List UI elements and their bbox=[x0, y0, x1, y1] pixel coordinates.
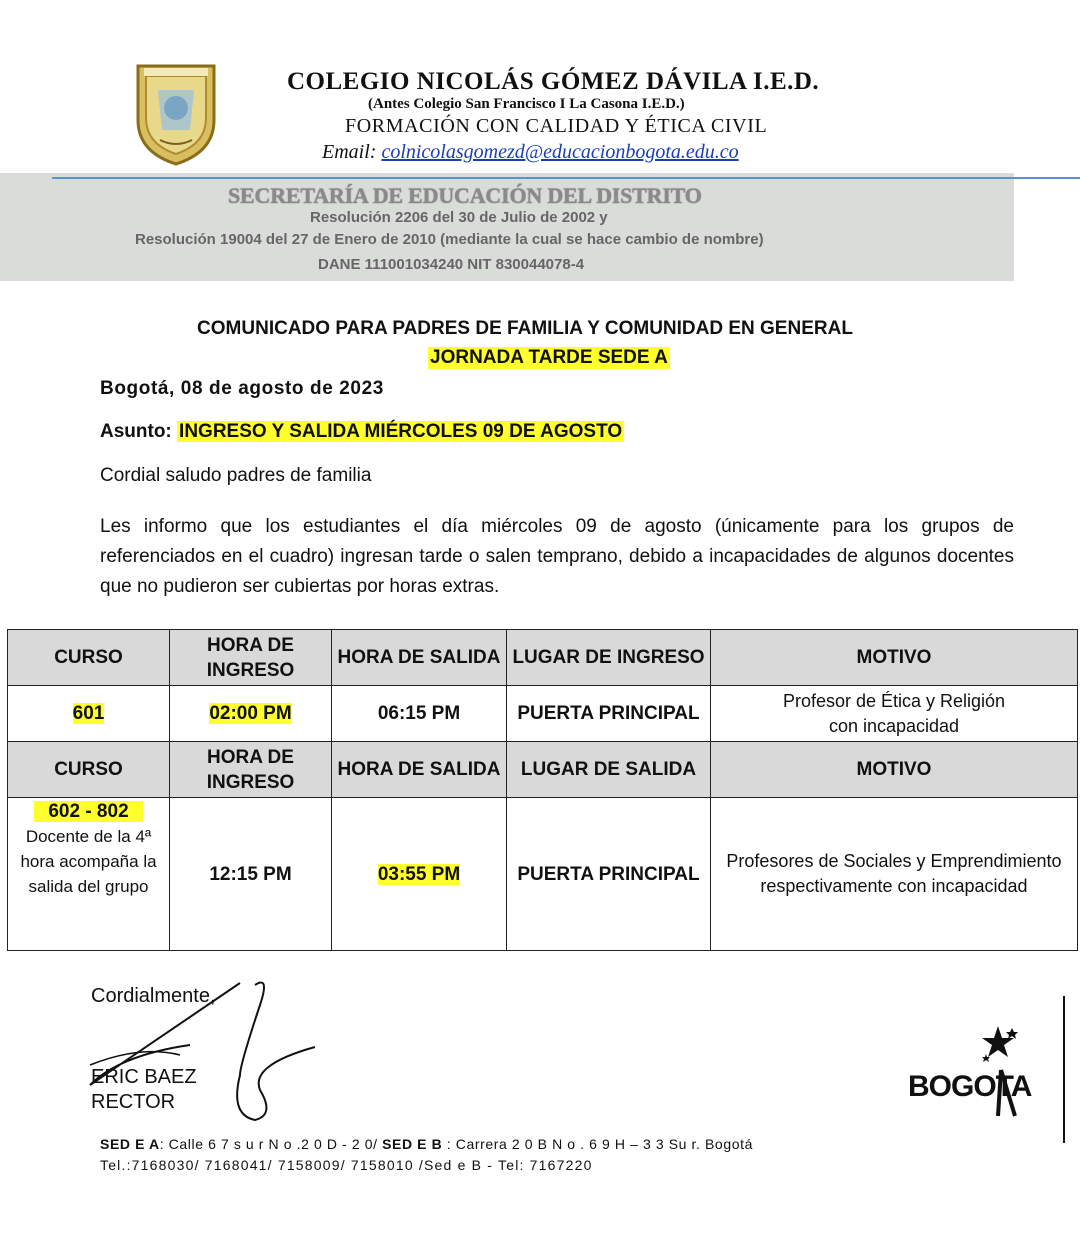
body-paragraph: Les informo que los estudiantes el día miércoles 09 de agosto (únicamente para los grupos de referenciados en el cuadro) ingresan tarde o salen temprano, debido a incapacidades de algunos docentes que no pudieron ser cubiertas por horas extras. bbox=[100, 516, 1014, 597]
header-cell: HORA DE SALIDA bbox=[332, 630, 507, 686]
sede-b-label: SED E B bbox=[382, 1136, 443, 1152]
closing: Cordialmente, bbox=[91, 985, 216, 1007]
header-cell: MOTIVO bbox=[711, 630, 1078, 686]
footer-address bbox=[100, 1136, 753, 1152]
resolution-1: Resolución 2206 del 30 de Julio de 2002 y bbox=[310, 209, 608, 226]
communique-title: COMUNICADO PARA PADRES DE FAMILIA Y COMUNIDAD EN GENERAL bbox=[197, 318, 853, 339]
greeting: Cordial saludo padres de familia bbox=[100, 465, 372, 486]
place-cell: PUERTA PRINCIPAL bbox=[507, 798, 711, 951]
rector-role: RECTOR bbox=[91, 1091, 176, 1113]
subject-line bbox=[100, 421, 624, 443]
table-row bbox=[8, 686, 1078, 742]
subject-text: INGRESO Y SALIDA MIÉRCOLES 09 DE AGOSTO bbox=[179, 421, 623, 442]
header-cell: LUGAR DE INGRESO bbox=[507, 630, 711, 686]
header-cell: LUGAR DE SALIDA bbox=[507, 742, 711, 798]
header-cell: CURSO bbox=[8, 630, 170, 686]
resolution-2: Resolución 19004 del 27 de Enero de 2010 (mediante la cual se hace cambio de nombre) bbox=[135, 231, 764, 248]
bogota-wordmark: BOGOTA bbox=[908, 1070, 1032, 1103]
course-cell bbox=[8, 798, 170, 951]
jornada-label: JORNADA TARDE SEDE A bbox=[430, 347, 668, 368]
table-header-row bbox=[8, 742, 1078, 798]
sede-a-label: SED E A bbox=[100, 1136, 160, 1152]
header-cell: HORA DE SALIDA bbox=[332, 742, 507, 798]
email-line bbox=[322, 141, 739, 164]
entry-time-cell bbox=[170, 686, 332, 742]
course-note: Docente de la 4ª hora acompaña la salida del grupo bbox=[20, 827, 157, 896]
email-label: Email: bbox=[322, 141, 377, 163]
bogota-logo bbox=[900, 1018, 1030, 1118]
handwritten-signature-icon bbox=[80, 975, 330, 1125]
school-name: COLEGIO NICOLÁS GÓMEZ DÁVILA I.E.D. bbox=[287, 68, 820, 95]
rector-name: ERIC BAEZ bbox=[91, 1066, 197, 1088]
reason-cell: Profesor de Ética y Religión con incapacidad bbox=[711, 686, 1078, 742]
place-cell: PUERTA PRINCIPAL bbox=[507, 686, 711, 742]
school-crest-icon bbox=[130, 60, 222, 168]
subject-label: Asunto: bbox=[100, 421, 172, 442]
course-value: 602 - 802 bbox=[34, 801, 142, 822]
sede-b-address: : Carrera 2 0 B N o . 6 9 H – 3 3 Su r. Bogotá bbox=[442, 1136, 753, 1152]
letter-date: Bogotá, 08 de agosto de 2023 bbox=[100, 378, 384, 399]
exit-time-cell bbox=[332, 798, 507, 951]
exit-time-value: 03:55 PM bbox=[377, 863, 461, 885]
course-value: 601 bbox=[72, 703, 105, 724]
header-divider bbox=[52, 177, 1080, 179]
exit-time-cell: 06:15 PM bbox=[332, 686, 507, 742]
header-cell: MOTIVO bbox=[711, 742, 1078, 798]
table-header-row bbox=[8, 630, 1078, 686]
school-motto: FORMACIÓN CON CALIDAD Y ÉTICA CIVIL bbox=[345, 115, 768, 137]
course-cell bbox=[8, 686, 170, 742]
table-row bbox=[8, 798, 1078, 951]
entry-time-cell: 12:15 PM bbox=[170, 798, 332, 951]
sede-a-address: : Calle 6 7 s u r N o .2 0 D - 2 0/ bbox=[159, 1136, 383, 1152]
schedule-table bbox=[7, 629, 1078, 951]
dane-nit: DANE 111001034240 NIT 830044078-4 bbox=[318, 256, 585, 273]
header-cell: HORA DE INGRESO bbox=[170, 742, 332, 798]
reason-cell: Profesores de Sociales y Emprendimiento respectivamente con incapacidad bbox=[711, 798, 1078, 951]
secretaria-title: SECRETARÍA DE EDUCACIÓN DEL DISTRITO bbox=[228, 183, 702, 208]
header-cell: CURSO bbox=[8, 742, 170, 798]
footer-phones: Tel.:7168030/ 7168041/ 7158009/ 7158010 /Sed e B - Tel: 7167220 bbox=[100, 1157, 593, 1173]
vertical-rule bbox=[1063, 996, 1065, 1143]
former-name: (Antes Colegio San Francisco I La Casona I.E.D.) bbox=[368, 96, 685, 112]
entry-time-value: 02:00 PM bbox=[209, 703, 292, 724]
email-link[interactable]: colnicolasgomezd@educacionbogota.edu.co bbox=[381, 141, 739, 163]
header-cell: HORA DE INGRESO bbox=[170, 630, 332, 686]
